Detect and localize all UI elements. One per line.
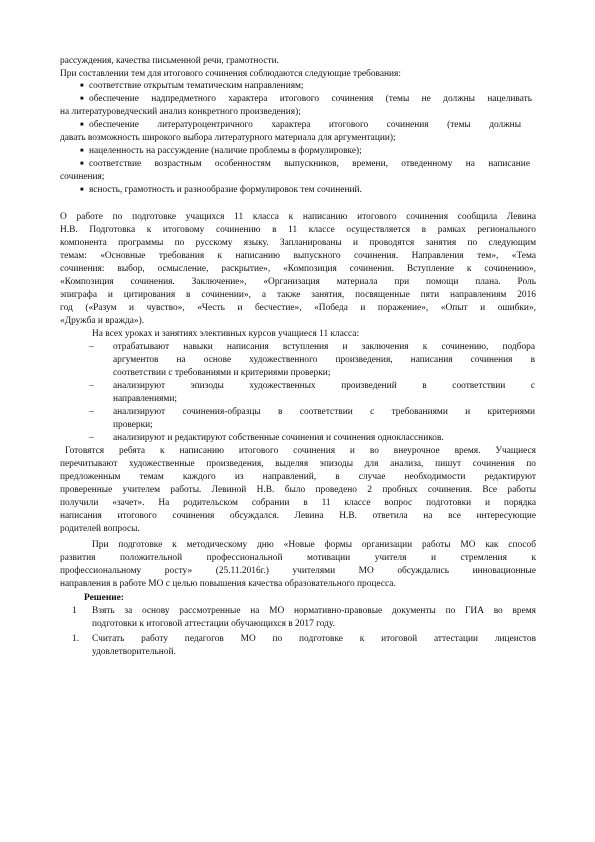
decision-line: подготовки к итоговой аттестации обучающихся в 2017 году. <box>92 619 335 629</box>
requirement-line: нацеленность на рассуждение (наличие проблемы в формулировке); <box>89 146 362 156</box>
square-bullet-icon: ■ <box>80 148 84 154</box>
decision-line: удовлетворительной. <box>92 647 176 657</box>
paragraph-line: эпиграфа и цитирования в сочинении», а также занятия, посвященные пяти направлениям 2016 <box>60 290 536 300</box>
dash-bullet-icon: – <box>89 342 94 352</box>
elective-intro: На всех уроках и занятиях элективных курсов учащиеся 11 класса: <box>92 329 360 339</box>
requirement-line: ясность, грамотность и разнообразие формулировок тем сочинений. <box>89 185 362 195</box>
elective-line: анализируют эпизоды художественных произведений в соответствии с <box>113 381 535 391</box>
paragraph-line: темам: «Основные требования к написанию выпускного сочинения. Направления тем», «Тема <box>60 251 536 261</box>
paragraph-line: Н.В. Подготовка к итоговому сочинению в 11 классе осуществляется в рамках регионального <box>60 225 536 235</box>
paragraph-line: «Композиция сочинения. Заключение», «Организация материала при помощи плана. Роль <box>60 277 536 287</box>
paragraph-line: год («Разум и чувство», «Честь и бесчестие», «Победа и поражение», «Опыт и ошибки», <box>60 303 536 313</box>
paragraph-line: предложенным темам каждого из направлений, в случае необходимости редактируют <box>60 472 536 482</box>
elective-line: проверки; <box>113 420 153 430</box>
requirement-line: обеспечение надпредметного характера итогового сочинения (темы не должны нацеливать <box>89 94 532 104</box>
requirement-line: обеспечение литературоцентричного характера итогового сочинения (темы должны <box>89 120 521 130</box>
paragraph-line: проверенные учителем работы. Левиной Н.В. было проведено 2 пробных сочинения. Все работы <box>60 485 536 495</box>
paragraph-line: направления в работе МО с целью повышения качества образовательного процесса. <box>60 579 396 589</box>
paragraph-line: написания итогового сочинения обсуждался. Левина Н.В. ответила на все интересующие <box>60 511 536 521</box>
decision-line: Считать работу педагогов МО по подготовке к итоговой аттестации лицеистов <box>92 634 536 644</box>
elective-line: аргументов на основе художественного произведения, написания сочинения в <box>113 355 535 365</box>
square-bullet-icon: ■ <box>80 161 84 167</box>
dash-bullet-icon: – <box>89 407 94 417</box>
paragraph-line: «Дружба и вражда»). <box>60 316 145 326</box>
elective-line: соответствии с требованиями и критериями проверки; <box>113 368 331 378</box>
paragraph-line: Готовятся ребята к написанию итогового сочинения и во внеурочное время. Учащиеся <box>65 446 536 456</box>
dash-bullet-icon: – <box>89 433 94 443</box>
square-bullet-icon: ■ <box>80 187 84 193</box>
elective-line: направлениями; <box>113 394 177 404</box>
dash-bullet-icon: – <box>89 381 94 391</box>
requirement-line: на литературоведческий анализ конкретного произведения); <box>60 107 301 117</box>
paragraph-line: развития положительной профессиональной мотивации учителя и стремления к <box>60 553 536 563</box>
paragraph-line: При подготовке к методическому дню «Новые формы организации работы МО как способ <box>92 540 536 550</box>
square-bullet-icon: ■ <box>80 122 84 128</box>
paragraph-line: перечитывают художественные произведения, выделяя эпизоды для анализа, пишут сочинения по <box>60 459 536 469</box>
requirement-line: давать возможность широкого выбора литературного материала для аргументации); <box>60 133 396 143</box>
paragraph-line: родителей вопросы. <box>60 524 140 534</box>
square-bullet-icon: ■ <box>80 96 84 102</box>
paragraph-line: профессиональному росту» (25.11.2016г.) учителями МО обсуждались инновационные <box>60 566 536 576</box>
requirement-line: соответствие открытым тематическим направлениям; <box>89 81 304 91</box>
paragraph-line: получили «зачет». На родительском собрании в 11 классе вопрос подготовки и порядка <box>60 498 536 508</box>
square-bullet-icon: ■ <box>80 83 84 89</box>
top-line: рассуждения, качества письменной речи, грамотности. <box>60 56 279 66</box>
decision-marker: 1. <box>72 634 80 644</box>
requirement-line: соответствие возрастным особенностям выпускников, времени, отведенному на написание <box>89 159 530 169</box>
elective-line: анализируют сочинения-образцы в соответствии с требованиями и критериями <box>113 407 535 417</box>
decision-heading: Решение: <box>84 593 124 603</box>
requirement-line: сочинения; <box>60 172 105 182</box>
elective-line: анализируют и редактируют собственные сочинения и сочинения одноклассников. <box>113 433 444 443</box>
requirements-intro: При составлении тем для итогового сочинения соблюдаются следующие требования: <box>60 69 401 79</box>
decision-line: Взять за основу рассмотренные на МО нормативно-правовые документы по ГИА во время <box>92 606 536 616</box>
elective-line: отрабатывают навыки написания вступления и заключения к сочинению, подбора <box>113 342 535 352</box>
paragraph-line: О работе по подготовке учащихся 11 класса к написанию итогового сочинения сообщила Левина <box>60 212 536 222</box>
decision-marker: 1 <box>72 606 77 616</box>
paragraph-line: компонента программы по русскому языку. Запланированы и проводятся занятия по следующим <box>60 238 536 248</box>
paragraph-line: сочинения: выбор, осмысление, раскрытие», «Композиция сочинения. Вступление к сочинению», <box>60 264 536 274</box>
